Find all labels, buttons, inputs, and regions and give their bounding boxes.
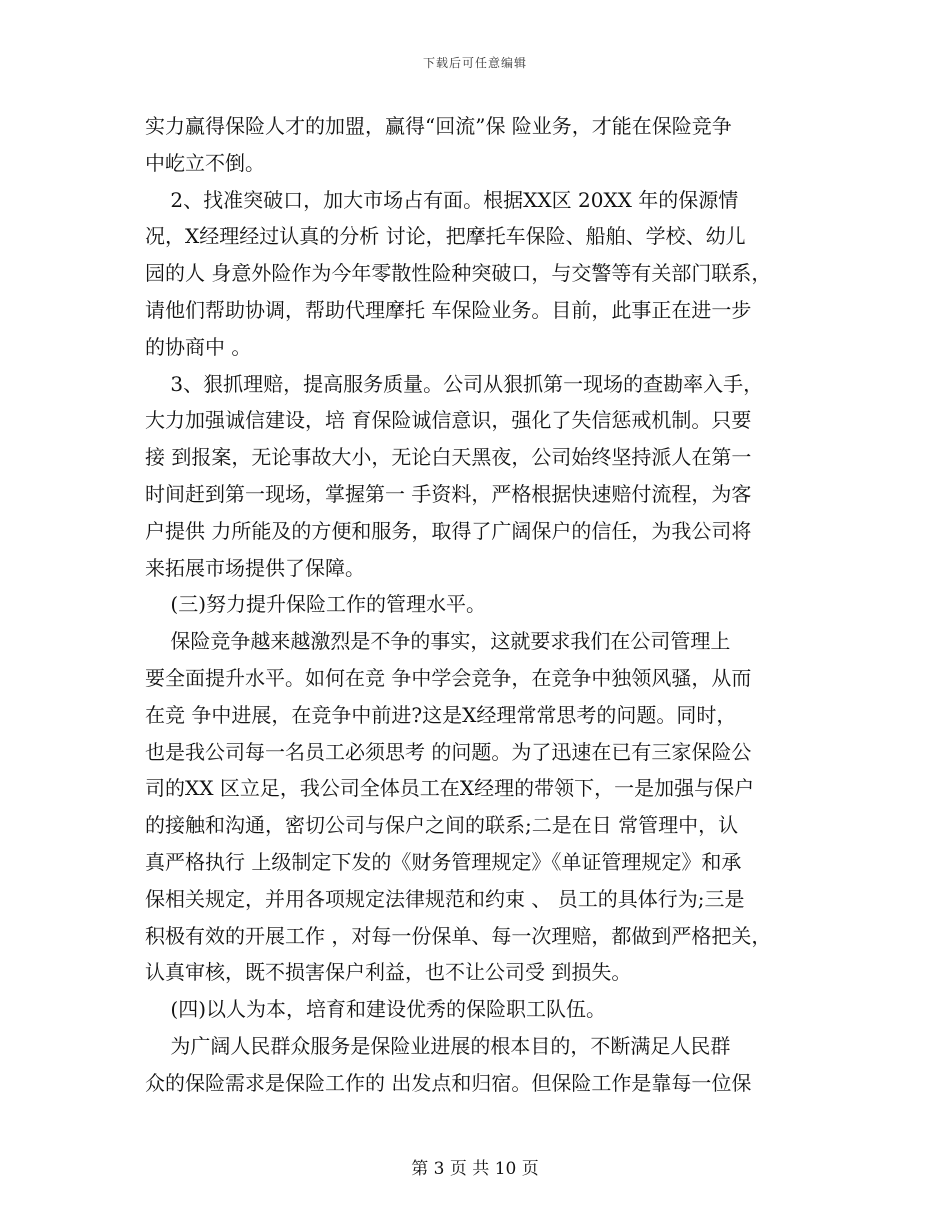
- text-line: 3、狠抓理赔，提高服务质量。公司从狠抓第一现场的查勘率入手，: [145, 371, 764, 396]
- text-line: 真严格执行 上级制定下发的《财务管理规定》《单证管理规定》和承: [145, 849, 742, 874]
- text-line: 况，X经理经过认真的分析 讨论，把摩托车保险、船舶、学校、幼儿: [145, 224, 746, 249]
- text-line: 保险竞争越来越激烈是不争的事实，这就要求我们在公司管理上: [145, 629, 731, 654]
- text-line: 众的保险需求是保险工作的 出发点和归宿。但保险工作是靠每一位保: [145, 1070, 752, 1095]
- text-line: 保相关规定，并用各项规定法律规范和约束 、 员工的具体行为;三是: [145, 886, 745, 911]
- text-line: 的协商中 。: [145, 334, 252, 359]
- text-line: 接 到报案，无论事故大小，无论白天黑夜，公司始终坚持派人在第一: [145, 445, 752, 470]
- text-line: 实力赢得保险人才的加盟，赢得“回流”保 险业务，才能在保险竞争: [145, 114, 732, 138]
- text-line: 来拓展市场提供了保障。: [145, 555, 365, 580]
- text-line: 在竞 争中进展，在竞争中前进?这是X经理常常思考的问题。同时，: [145, 702, 737, 727]
- text-line: 中屹立不倒。: [145, 150, 265, 175]
- text-line: 也是我公司每一名员工必须思考 的问题。为了迅速在已有三家保险公: [145, 739, 752, 764]
- text-line: 司的XX 区立足，我公司全体员工在X经理的带领下，一是加强与保户: [145, 776, 755, 801]
- text-line: 2、找准突破口，加大市场占有面。根据XX区 20XX 年的保源情: [145, 187, 739, 212]
- text-line: 要全面提升水平。如何在竞 争中学会竞争，在竞争中独领风骚，从而: [145, 665, 752, 690]
- section-heading: (四)以人为本，培育和建设优秀的保险职工队伍。: [145, 997, 607, 1022]
- page-header: 下载后可任意编辑: [422, 56, 527, 70]
- page-number: 第 3 页 共 10 页: [411, 1159, 539, 1179]
- text-line: 户提供 力所能及的方便和服务，取得了广阔保户的信任，为我公司将: [145, 518, 752, 543]
- document-body: [145, 108, 810, 1102]
- text-line: 园的人 身意外险作为今年零散性险种突破口，与交警等有关部门联系，: [145, 261, 772, 286]
- section-heading: (三)努力提升保险工作的管理水平。: [145, 592, 487, 617]
- text-line: 的接触和沟通，密切公司与保户之间的联系;二是在日 常管理中，认: [145, 813, 739, 838]
- text-line: 认真审核，既不损害保户利益，也不让公司受 到损失。: [145, 960, 632, 985]
- text-line: 请他们帮助协调，帮助代理摩托 车保险业务。目前，此事正在进一步: [145, 297, 752, 322]
- text-line: 大力加强诚信建设，培 育保险诚信意识，强化了失信惩戒机制。只要: [145, 408, 752, 433]
- text-line: 为广阔人民群众服务是保险业进展的根本目的，不断满足人民群: [145, 1033, 731, 1058]
- text-line: 积极有效的开展工作 ，对每一份保单、每一次理赔，都做到严格把关，: [145, 923, 772, 948]
- text-line: 时间赶到第一现场，掌握第一 手资料，严格根据快速赔付流程，为客: [145, 481, 752, 506]
